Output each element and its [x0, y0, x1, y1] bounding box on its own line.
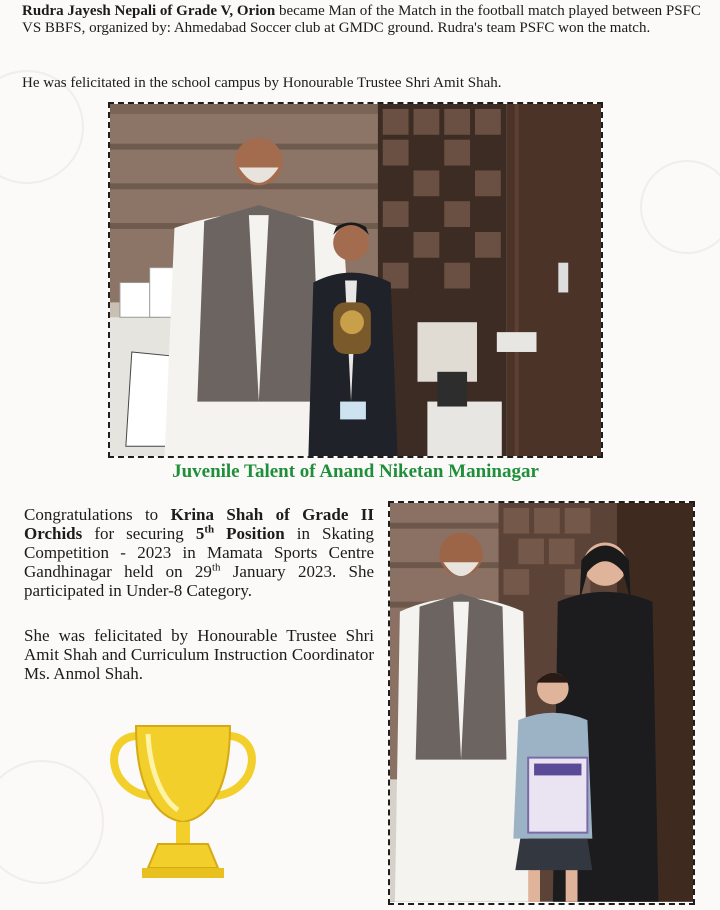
background-doodle — [0, 760, 104, 884]
article2-competition-text: in Skating Competition - 2023 in Mamata Sports Centre Gandhinagar held on 29 — [24, 524, 375, 581]
photo-scene — [110, 104, 601, 457]
position-word: Position — [214, 524, 285, 543]
photo-rudra-felicitation — [108, 102, 603, 458]
position-suffix: th — [204, 523, 215, 536]
article2-intro-text: Congratulations to — [24, 505, 171, 524]
photo-scene — [390, 503, 693, 902]
student-name-krina: Krina Shah of Grade II Orchids — [24, 505, 374, 543]
background-doodle — [640, 160, 720, 254]
article2-paragraph — [24, 505, 374, 600]
article1-paragraph-text: became Man of the Match in the football match played between PSFC VS BBFS, organized by: Ahmedabad Soccer club at GMDC ground. Rudra's team PSFC won the match. — [22, 3, 701, 36]
article2-category-text: January 2023. She participated in Under-8 Category. — [24, 562, 374, 600]
position-number: 5 — [195, 524, 205, 543]
article1-felicitation-text: He was felicitated in the school campus by Honourable Trustee Shri Amit Shah. — [22, 75, 502, 91]
article2-felicitation-text: She was felicitated by Honourable Trustee Shri Amit Shah and Curriculum Instruction Coordinator Ms. Anmol Shah. — [24, 626, 374, 683]
article2-mid-text: for securing — [82, 524, 196, 543]
position-highlight — [196, 524, 285, 543]
photo-caption: Juvenile Talent of Anand Niketan Maninagar — [172, 461, 539, 482]
article1-paragraph — [22, 3, 702, 37]
photo-krina-felicitation — [388, 501, 695, 905]
trophy-icon — [108, 718, 258, 883]
student-name-rudra: Rudra Jayesh Nepali of Grade V, Orion — [22, 3, 276, 19]
date-suffix: th — [211, 561, 221, 574]
